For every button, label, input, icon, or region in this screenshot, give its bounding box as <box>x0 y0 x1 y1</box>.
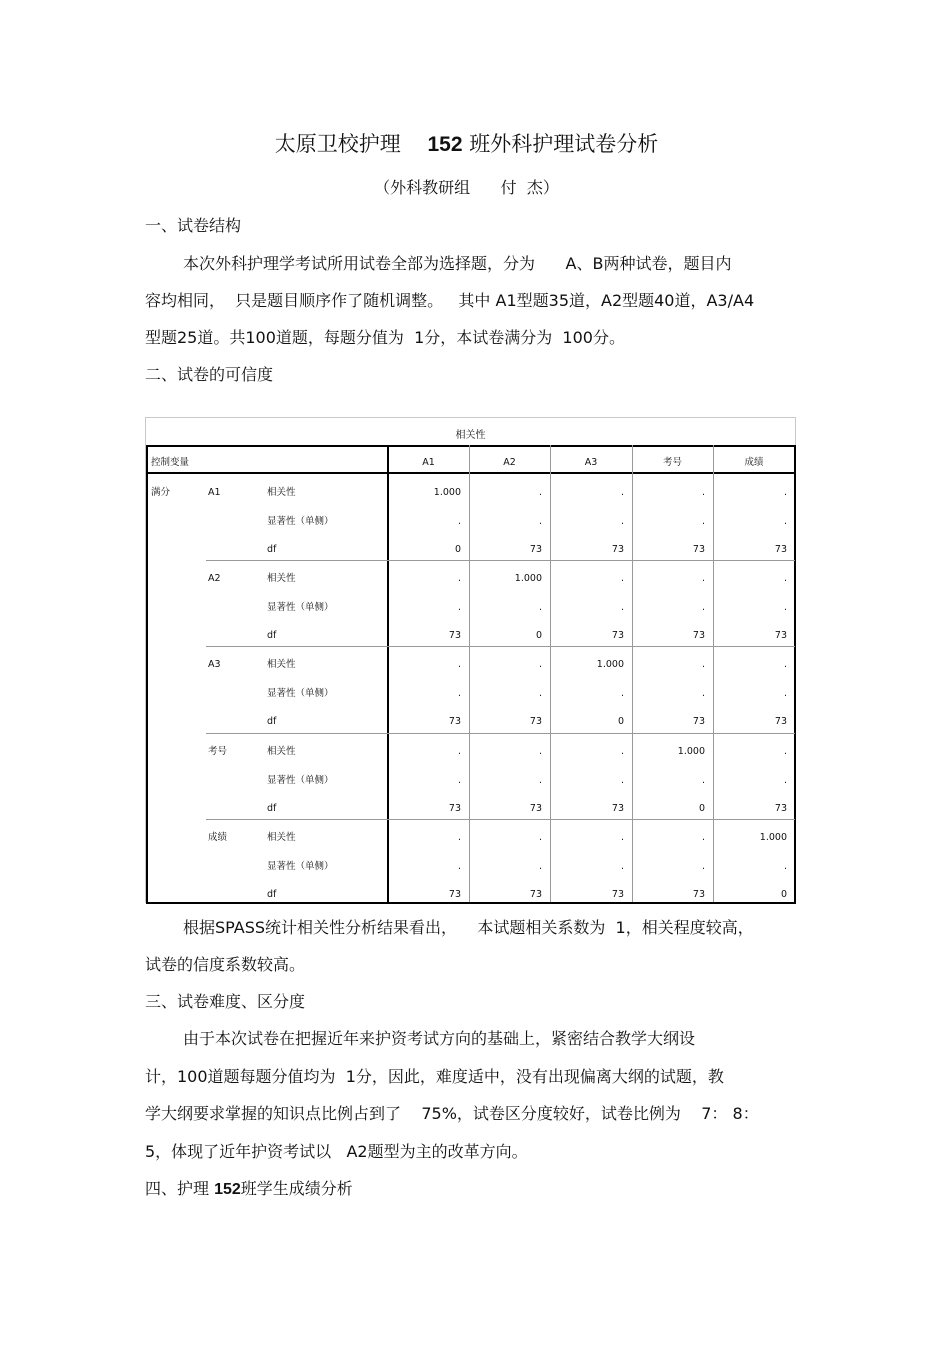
table-cell-value: . <box>457 774 461 786</box>
table-cell-value: . <box>783 688 787 700</box>
table-cell-value: . <box>701 860 705 872</box>
section-3-paragraph-line: 计，100道题每题分值均为 1分，因此，难度适中，没有出现偏离大纲的试题，教 <box>145 1067 724 1086</box>
table-cell-value: . <box>783 860 787 872</box>
table-cell-value: . <box>701 516 705 527</box>
section-3-paragraph-line: 学大纲要求掌握的知识点比例占到了 75%，试卷区分度较好，试卷比例为 7： 8： <box>145 1104 759 1123</box>
table-cell-value: . <box>783 602 787 614</box>
table-cell-value: 73 <box>529 716 542 728</box>
table-cell-value: . <box>538 831 542 843</box>
table-group-rule <box>206 560 795 561</box>
title-class-number: 152 <box>427 133 463 156</box>
table-cell-value: 73 <box>529 544 542 555</box>
table-column-rule <box>550 445 551 902</box>
table-stat-label: 显著性（单侧） <box>267 516 334 527</box>
table-group-rule <box>206 819 795 820</box>
table-group-label: A1 <box>208 487 221 498</box>
table-cell-value: 0 <box>535 630 542 642</box>
title-part-b: 班外科护理试卷分析 <box>469 132 659 156</box>
table-cell-value: . <box>783 745 787 757</box>
table-cell-value: 73 <box>611 888 624 900</box>
table-column-header: A2 <box>503 457 516 468</box>
table-column-header: A1 <box>422 457 435 468</box>
table-rule <box>146 445 148 902</box>
table-rule <box>387 445 389 902</box>
section-4-heading-a: 四、护理 <box>145 1179 215 1198</box>
table-cell-value: . <box>538 602 542 614</box>
table-cell-value: . <box>620 831 624 843</box>
subtitle-author: （外科教研组 付 杰） <box>374 178 559 197</box>
table-group-label: 考号 <box>208 745 228 757</box>
section-3-heading: 三、试卷难度、区分度 <box>145 992 306 1011</box>
table-cell-value: 73 <box>774 544 787 555</box>
table-cell-value: . <box>457 688 461 700</box>
table-cell-value: . <box>701 688 705 700</box>
table-rule <box>146 902 795 904</box>
table-cell-value: . <box>457 831 461 843</box>
section-1-paragraph-line: 型题25道。共100道题，每题分值为 1分，本试卷满分为 100分。 <box>145 328 625 347</box>
section-1-paragraph-line: 本次外科护理学考试所用试卷全部为选择题，分为 A、B两种试卷，题目内 <box>183 254 732 273</box>
table-cell-value: 73 <box>692 888 705 900</box>
table-cell-value: . <box>620 602 624 614</box>
table-cell-value: . <box>620 573 624 585</box>
table-rule <box>146 445 795 447</box>
table-stat-label: df <box>267 802 277 814</box>
table-cell-value: . <box>457 573 461 585</box>
table-cell-value: . <box>620 860 624 872</box>
table-stat-label: df <box>267 716 277 728</box>
table-corner-label: 控制变量 <box>151 457 190 468</box>
section-2-paragraph-line: 根据SPASS统计相关性分析结果看出， 本试题相关系数为 1，相关程度较高， <box>183 918 754 937</box>
table-cell-value: . <box>701 659 705 671</box>
table-column-rule <box>632 445 633 902</box>
table-stat-label: df <box>267 888 277 900</box>
table-cell-value: . <box>701 573 705 585</box>
table-cell-value: . <box>457 745 461 757</box>
table-cell-value: . <box>457 602 461 614</box>
table-cell-value: . <box>620 487 624 498</box>
table-stat-label: 显著性（单侧） <box>267 688 334 700</box>
table-cell-value: . <box>620 774 624 786</box>
table-cell-value: 1.000 <box>677 745 705 757</box>
table-cell-value: 73 <box>692 544 705 555</box>
table-cell-value: . <box>457 659 461 671</box>
table-cell-value: . <box>457 516 461 527</box>
table-rule <box>794 445 796 904</box>
section-4-heading <box>145 1176 353 1199</box>
table-cell-value: . <box>783 659 787 671</box>
table-stat-label: df <box>267 630 277 642</box>
title-part-a: 太原卫校护理 <box>274 132 401 156</box>
table-cell-value: . <box>538 860 542 872</box>
table-cell-value: 1.000 <box>514 573 542 585</box>
table-cell-value: 73 <box>529 802 542 814</box>
table-caption: 相关性 <box>455 430 486 441</box>
table-cell-value: 0 <box>617 716 624 728</box>
table-cell-value: 73 <box>611 802 624 814</box>
table-cell-value: . <box>783 516 787 527</box>
table-cell-value: . <box>783 487 787 498</box>
table-cell-value: . <box>701 487 705 498</box>
table-cell-value: . <box>538 487 542 498</box>
table-stat-label: 显著性（单侧） <box>267 602 334 614</box>
table-group-label: A2 <box>208 573 221 585</box>
table-cell-value: 73 <box>774 716 787 728</box>
table-cell-value: . <box>538 745 542 757</box>
table-cell-value: . <box>620 516 624 527</box>
table-stat-label: 相关性 <box>267 831 296 843</box>
table-stat-label: df <box>267 544 277 555</box>
table-cell-value: . <box>538 774 542 786</box>
section-1-paragraph-line: 容均相同， 只是题目顺序作了随机调整。 其中 A1型题35道，A2型题40道，A3/A4 <box>145 291 755 310</box>
table-cell-value: . <box>701 774 705 786</box>
table-cell-value: 73 <box>774 802 787 814</box>
table-cell-value: 73 <box>692 716 705 728</box>
table-stat-label: 相关性 <box>267 573 296 585</box>
table-control-label: 满分 <box>151 487 171 498</box>
table-stat-label: 相关性 <box>267 659 296 671</box>
table-cell-value: . <box>620 745 624 757</box>
table-cell-value: . <box>701 602 705 614</box>
section-1-heading: 一、试卷结构 <box>145 216 242 235</box>
table-cell-value: 0 <box>780 888 787 900</box>
table-stat-label: 相关性 <box>267 487 296 498</box>
section-2-heading: 二、试卷的可信度 <box>145 365 274 384</box>
table-cell-value: 73 <box>448 802 461 814</box>
table-stat-label: 显著性（单侧） <box>267 860 334 872</box>
table-cell-value: . <box>701 831 705 843</box>
table-cell-value: . <box>538 688 542 700</box>
section-3-paragraph-line: 5，体现了近年护资考试以 A2题型为主的改革方向。 <box>145 1142 528 1161</box>
table-cell-value: 73 <box>448 716 461 728</box>
correlation-table <box>145 417 796 903</box>
table-cell-value: . <box>538 659 542 671</box>
table-cell-value: . <box>783 573 787 585</box>
table-group-label: 成绩 <box>208 831 228 843</box>
table-cell-value: 1.000 <box>596 659 624 671</box>
table-cell-value: 1.000 <box>759 831 787 843</box>
table-cell-value: 73 <box>448 630 461 642</box>
table-cell-value: 73 <box>774 630 787 642</box>
table-cell-value: 73 <box>692 630 705 642</box>
table-group-rule <box>206 646 795 647</box>
table-stat-label: 相关性 <box>267 745 296 757</box>
table-stat-label: 显著性（单侧） <box>267 774 334 786</box>
table-column-header: 考号 <box>662 457 682 468</box>
table-cell-value: 0 <box>454 544 461 555</box>
table-cell-value: 0 <box>698 802 705 814</box>
section-2-paragraph-line: 试卷的信度系数较高。 <box>145 955 306 974</box>
table-group-rule <box>206 733 795 734</box>
table-cell-value: 73 <box>448 888 461 900</box>
section-4-class-number: 152 <box>214 1181 241 1198</box>
table-cell-value: . <box>783 774 787 786</box>
table-cell-value: . <box>620 688 624 700</box>
section-4-heading-b: 班学生成绩分析 <box>240 1179 353 1198</box>
table-cell-value: 73 <box>529 888 542 900</box>
table-cell-value: 73 <box>611 630 624 642</box>
table-group-label: A3 <box>208 659 221 671</box>
section-3-paragraph-line: 由于本次试卷在把握近年来护资考试方向的基础上，紧密结合教学大纲设 <box>183 1029 696 1048</box>
page-title <box>0 128 933 158</box>
table-cell-value: . <box>457 860 461 872</box>
table-column-header: 成绩 <box>744 457 764 468</box>
table-column-rule <box>469 445 470 902</box>
table-rule <box>146 472 795 474</box>
table-column-header: A3 <box>584 457 598 468</box>
table-cell-value: . <box>538 516 542 527</box>
table-cell-value: 1.000 <box>433 487 461 498</box>
table-column-rule <box>713 445 714 902</box>
table-cell-value: 73 <box>611 544 624 555</box>
